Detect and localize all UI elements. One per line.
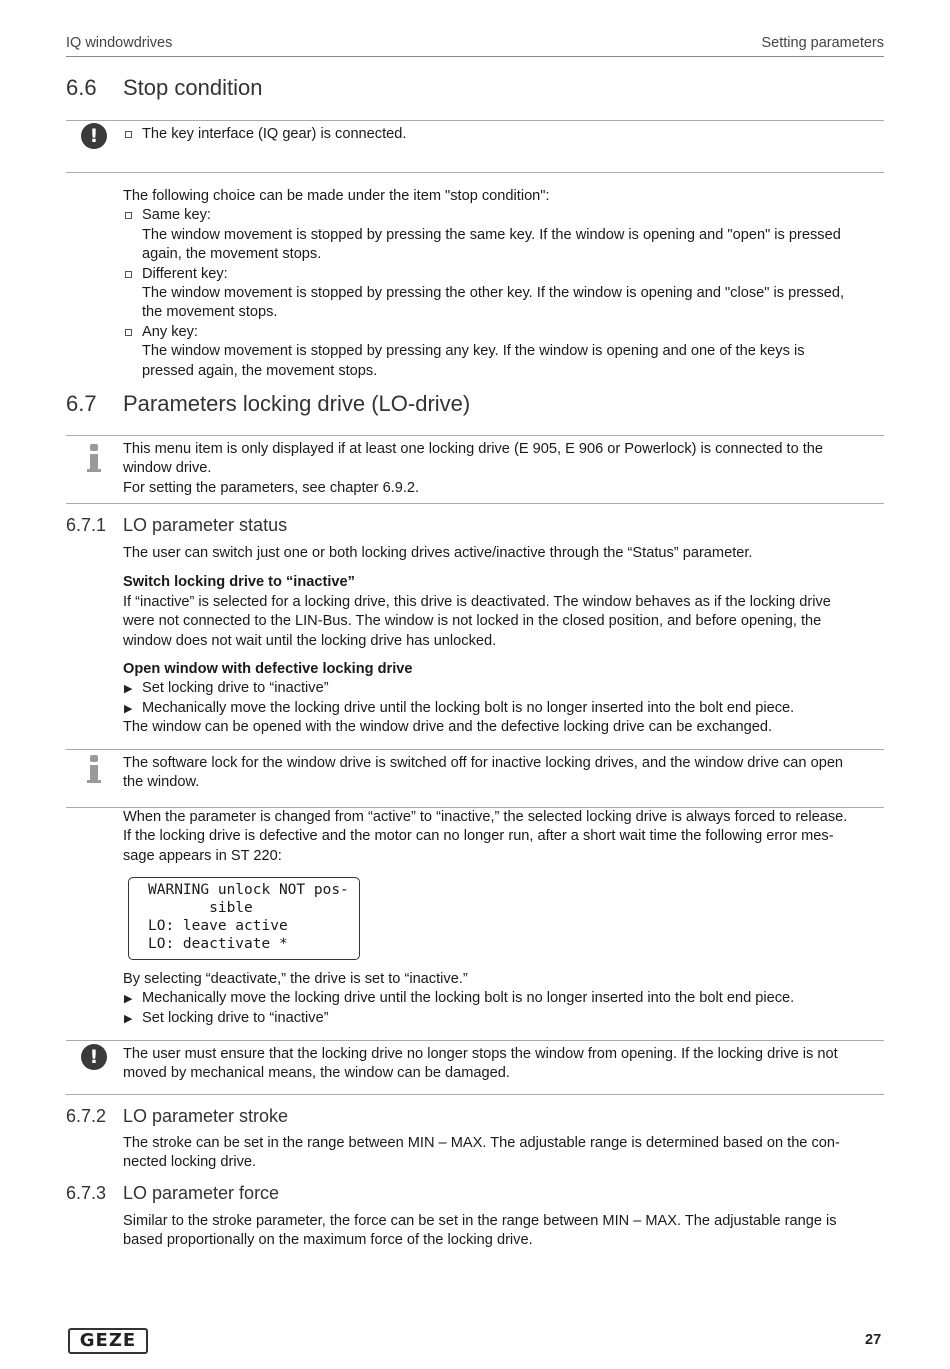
choice-intro: The following choice can be made under the item "stop condition": (123, 188, 550, 204)
step-item: ▶ Set locking drive to “inactive” (123, 679, 884, 698)
step-item: ▶ Mechanically move the locking drive until the locking bolt is no longer inserted into the bolt end piece. (123, 989, 884, 1008)
geze-logo: GEZE (68, 1328, 148, 1354)
section-title: Stop condition (123, 75, 263, 100)
section-title: LO parameter status (123, 515, 288, 535)
warning-notice (66, 1040, 884, 1095)
section-title: Parameters locking drive (LO-drive) (123, 391, 471, 416)
square-bullet-icon (125, 329, 132, 336)
triangle-bullet-icon: ▶ (124, 993, 133, 1006)
section-number: 6.7.1 (66, 515, 107, 535)
triangle-bullet-icon: ▶ (124, 702, 133, 715)
display-message: WARNING unlock NOT pos- sible LO: leave active LO: deactivate * (128, 877, 360, 960)
notice-item: The key interface (IQ gear) is connected. (142, 126, 407, 142)
list-item: Any key: The window movement is stopped by pressing any key. If the window is opening and one of the keys is pressed again, the movement stops. (123, 323, 884, 381)
info-notice (66, 749, 884, 808)
list-item: Different key: The window movement is stopped by pressing the other key. If the window is opening and "close" is pressed, the movement stops. (123, 265, 884, 323)
triangle-bullet-icon: ▶ (124, 1012, 133, 1025)
section-number: 6.7.3 (66, 1183, 107, 1203)
list-item: Same key: The window movement is stopped by pressing the same key. If the window is opening and "open" is pressed again, the movement stops. (123, 206, 884, 264)
paragraph: If “inactive” is selected for a locking drive, this drive is deactivated. The window behaves as if the locking drive were not connected to the LIN-Bus. The window is not locked in the closed position, and before opening, the window does not wait until the locking drive has unlocked. (123, 593, 831, 649)
stroke-text: The stroke can be set in the range between MIN – MAX. The adjustable range is determined based on the con- nected locking drive. (123, 1135, 840, 1171)
square-bullet-icon (125, 131, 132, 138)
force-text: Similar to the stroke parameter, the force can be set in the range between MIN – MAX. The adjustable range is based proportionally on the maximum force of the locking drive. (123, 1213, 837, 1249)
warning-icon: ! (81, 123, 107, 149)
prerequisite-notice (66, 120, 884, 173)
header-left: IQ windowdrives (66, 35, 173, 51)
triangle-bullet-icon: ▶ (124, 683, 133, 696)
subheading: Open window with defective locking drive (123, 661, 413, 678)
info-notice (66, 435, 884, 504)
info-icon (81, 444, 107, 474)
section-number: 6.7 (66, 391, 97, 416)
notice-content (123, 125, 884, 144)
section-number: 6.7.2 (66, 1106, 107, 1126)
section-title: LO parameter stroke (123, 1106, 289, 1126)
step-item: ▶ Mechanically move the locking drive until the locking bolt is no longer inserted into the bolt end piece. (123, 699, 884, 718)
status-section (123, 544, 884, 738)
section-title: LO parameter force (123, 1183, 280, 1203)
warning-icon: ! (81, 1044, 107, 1070)
notice-content: The user must ensure that the locking drive no longer stops the window from opening. If the locking drive is not moved by mechanical means, the window can be damaged. (123, 1046, 838, 1082)
paragraph: The window can be opened with the window drive and the defective locking drive can be exchanged. (123, 719, 773, 736)
notice-content: This menu item is only displayed if at least one locking drive (E 905, E 906 or Powerlock) is connected to the window drive. For setting the parameters, see chapter 6.9.2. (123, 441, 824, 496)
info-icon (81, 755, 107, 785)
header-right: Setting parameters (761, 35, 884, 51)
parameter-change-text: When the parameter is changed from “active” to “inactive,” the selected locking drive is always forced to release. If the locking drive is defective and the motor can no longer run, after a short wait time the following error mes- sage appears in ST 220: (123, 809, 848, 864)
stop-condition-choices (123, 187, 884, 381)
step-item: ▶ Set locking drive to “inactive” (123, 1009, 884, 1028)
page-number: 27 (865, 1332, 882, 1348)
deactivate-section: By selecting “deactivate,” the drive is set to “inactive.” ▶ Mechanically move the locking drive until the locking bolt is no longer inserted into the bolt end piece. ▶ Set locking drive to “inactive” (123, 970, 884, 1028)
square-bullet-icon (125, 271, 132, 278)
running-header (66, 35, 884, 57)
square-bullet-icon (125, 212, 132, 219)
subheading: Switch locking drive to “inactive” (123, 574, 355, 591)
section-number: 6.6 (66, 75, 97, 100)
notice-content: The software lock for the window drive is switched off for inactive locking drives, and the window drive can open the window. (123, 755, 844, 791)
status-intro: The user can switch just one or both locking drives active/inactive through the “Status” parameter. (123, 545, 753, 561)
